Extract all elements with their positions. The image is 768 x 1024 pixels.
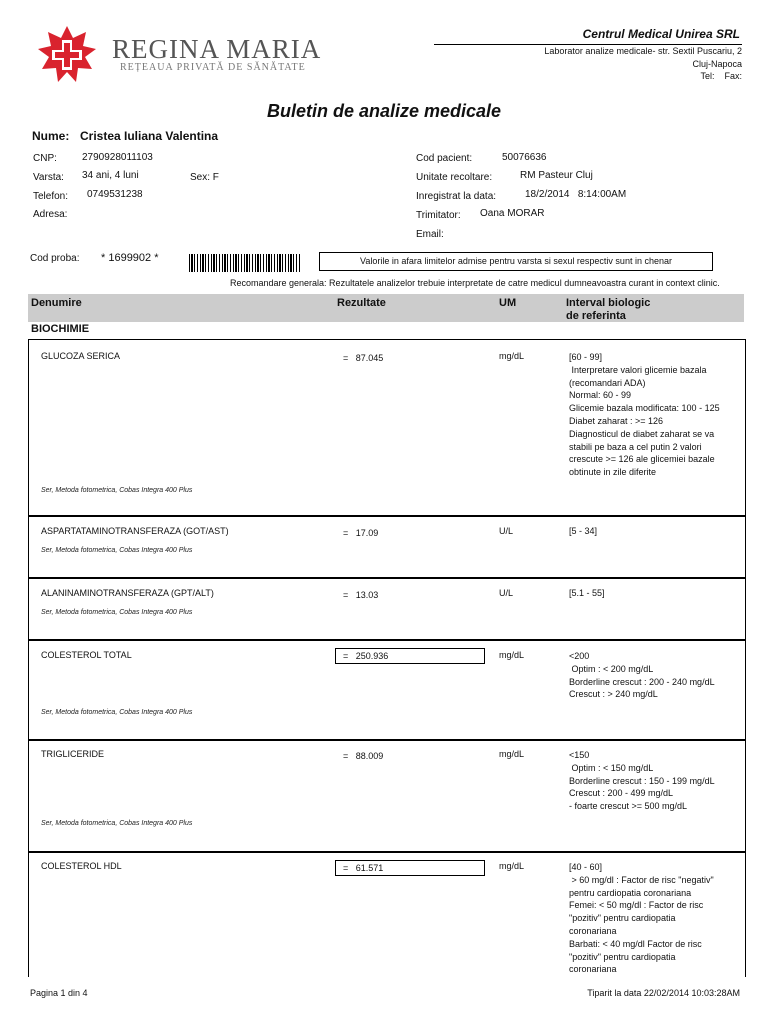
test-name: ALANINAMINOTRANSFERAZA (GPT/ALT) <box>41 588 214 598</box>
barcode-icon <box>189 254 301 272</box>
recomandare-generala: Recomandare generala: Rezultatele analizelor trebuie interpretate de catre medicul dumneavoastra curant in context clinic. <box>230 278 720 288</box>
patient-name: Cristea Iuliana Valentina <box>80 129 219 143</box>
test-name: ASPARTATAMINOTRANSFERAZA (GOT/AST) <box>41 526 229 536</box>
brand-name: REGINA MARIA <box>112 34 322 64</box>
telefon-value: 0749531238 <box>87 189 143 200</box>
test-um: mg/dL <box>499 650 525 660</box>
inregistrat-label: Inregistrat la data: <box>416 191 497 202</box>
cod-proba-label: Cod proba: <box>30 253 80 264</box>
col-interval-1: Interval biologic <box>566 297 651 309</box>
regina-maria-logo-icon <box>36 24 98 86</box>
test-name: TRIGLICERIDE <box>41 749 105 759</box>
unitate-value: RM Pasteur Cluj <box>520 170 593 181</box>
cod-pacient-value: 50076636 <box>502 152 547 163</box>
trimitator-value: Oana MORAR <box>480 208 545 219</box>
test-row <box>28 739 746 853</box>
varsta-value: 34 ani, 4 luni <box>82 170 139 181</box>
test-row <box>28 851 746 977</box>
inregistrat-value: 18/2/2014 8:14:00AM <box>525 189 627 200</box>
test-method: Ser, Metoda fotometrica, Cobas Integra 400 Plus <box>41 820 193 827</box>
test-result: = 88.009 <box>343 751 384 761</box>
test-ref: <150 Optim : < 150 mg/dL Borderline crescut : 150 - 199 mg/dL Crescut : 200 - 499 mg/dL - foarte crescut >= 500 mg/dL <box>569 750 715 812</box>
test-method: Ser, Metoda fotometrica, Cobas Integra 400 Plus <box>41 547 193 554</box>
page-number: Pagina 1 din 4 <box>30 988 88 998</box>
test-ref: [5 - 34] <box>569 526 598 536</box>
adresa-label: Adresa: <box>33 209 68 220</box>
lab-contact: Tel: Fax: <box>700 71 742 81</box>
test-ref: [40 - 60] > 60 mg/dl : Factor de risc "negativ" pentru cardiopatia coronariana Femei: < 50 mg/dl : Factor de risc "pozitiv" pentru cardiopatia coronariana Barbati: < 40 mg/dl Factor de risc "pozitiv" pentru cardiopatia coronariana <box>569 862 714 975</box>
test-ref: [5.1 - 55] <box>569 588 605 598</box>
sex-value: Sex: F <box>190 172 219 183</box>
test-um: mg/dL <box>499 861 525 871</box>
cod-proba-value: * 1699902 * <box>101 252 159 264</box>
lab-city: Cluj-Napoca <box>692 59 742 69</box>
test-name: COLESTEROL TOTAL <box>41 650 132 660</box>
cod-pacient-label: Cod pacient: <box>416 153 473 164</box>
unitate-label: Unitate recoltare: <box>416 172 493 183</box>
test-um: U/L <box>499 588 514 598</box>
cnp-value: 2790928011103 <box>82 152 153 163</box>
test-row <box>28 577 746 641</box>
test-method: Ser, Metoda fotometrica, Cobas Integra 400 Plus <box>41 609 193 616</box>
test-row <box>28 339 746 517</box>
test-um: mg/dL <box>499 351 525 361</box>
test-result: = 13.03 <box>343 590 379 600</box>
test-method: Ser, Metoda fotometrica, Cobas Integra 400 Plus <box>41 487 193 494</box>
test-name: COLESTEROL HDL <box>41 861 122 871</box>
col-denumire: Denumire <box>31 297 82 309</box>
test-ref: [60 - 99] Interpretare valori glicemie bazala (recomandari ADA) Normal: 60 - 99 Glicemie bazala modificata: 100 - 125 Diabet zaharat : >= 126 Diagnosticul de diabet zaharat se va stabili pe baza a cel putin 2 valori crescute >= 126 ale glicemiei bazale obtinute in zile diferite <box>569 352 720 478</box>
test-um: U/L <box>499 526 514 536</box>
test-result: = 61.571 <box>343 863 384 873</box>
telefon-label: Telefon: <box>33 191 69 202</box>
page-title: Buletin de analize medicale <box>266 101 502 121</box>
email-label: Email: <box>416 229 444 240</box>
brand-subtitle: REȚEAUA PRIVATĂ DE SĂNĂTATE <box>120 62 306 73</box>
company-name: Centrul Medical Unirea SRL <box>582 27 740 41</box>
lab-address: Laborator analize medicale- str. Sextil Puscariu, 2 <box>544 46 742 56</box>
col-rezultate: Rezultate <box>337 297 386 309</box>
test-result: = 17.09 <box>343 528 379 538</box>
cnp-label: CNP: <box>33 153 57 164</box>
test-um: mg/dL <box>499 749 525 759</box>
test-result: = 250.936 <box>343 651 389 661</box>
patient-name-label: Nume: <box>32 129 70 143</box>
col-um: UM <box>499 297 517 309</box>
varsta-label: Varsta: <box>33 172 64 183</box>
test-ref: <200 Optim : < 200 mg/dL Borderline crescut : 200 - 240 mg/dL Crescut : > 240 mg/dL <box>569 651 715 700</box>
out-of-range-notice: Valorile in afara limitelor admise pentru varsta si sexul respectiv sunt in chenar <box>319 252 713 271</box>
test-row <box>28 639 746 741</box>
section-biochimie: BIOCHIMIE <box>31 323 90 335</box>
test-row <box>28 515 746 579</box>
test-result: = 87.045 <box>343 353 384 363</box>
test-method: Ser, Metoda fotometrica, Cobas Integra 400 Plus <box>41 709 193 716</box>
test-name: GLUCOZA SERICA <box>41 351 121 361</box>
printed-date: Tiparit la data 22/02/2014 10:03:28AM <box>587 988 740 998</box>
col-interval-2: de referinta <box>566 310 626 322</box>
header-divider <box>434 44 742 45</box>
trimitator-label: Trimitator: <box>416 210 461 221</box>
